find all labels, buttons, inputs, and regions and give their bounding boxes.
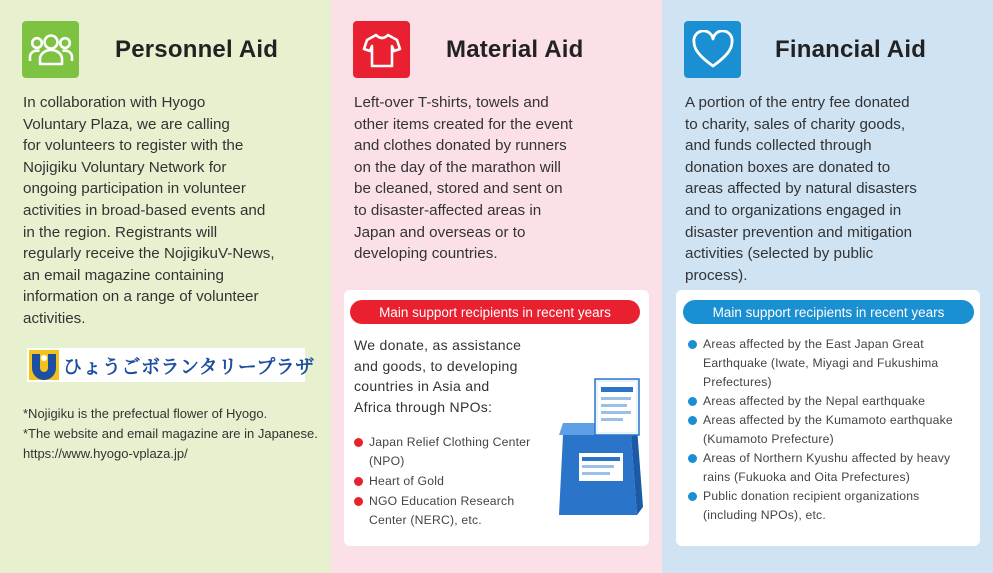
personnel-aid-header — [22, 21, 278, 78]
note-japanese-only: *The website and email magazine are in Japanese. — [23, 426, 318, 441]
personnel-aid-column — [0, 0, 331, 573]
list-item: Japan Relief Clothing Center (NPO) — [354, 433, 554, 471]
bullet-icon — [688, 397, 697, 406]
list-item: Heart of Gold — [354, 472, 554, 491]
voluntary-plaza-logo-text: ひょうごボランタリープラザ — [63, 356, 315, 378]
financial-recipients-heading: Main support recipients in recent years — [683, 300, 974, 324]
list-item: Public donation recipient organizations (including NPOs), etc. — [688, 487, 973, 525]
personnel-aid-title: Personnel Aid — [115, 35, 279, 63]
people-group-icon — [22, 21, 79, 78]
material-aid-header — [353, 21, 584, 78]
material-aid-description: Left-over T-shirts, towels and other items created for the event and clothes donated by runners on the day of the marathon will be cleaned, stored and sent on to disaster-affected areas in Japan and overseas or to developing countries. — [354, 94, 573, 263]
list-item: Areas affected by the East Japan Great Earthquake (Iwate, Miyagi and Fukushima Prefectures) — [688, 335, 973, 392]
financial-recipients-card — [676, 290, 980, 546]
personnel-aid-notes — [23, 404, 323, 464]
list-item: Areas affected by the Nepal earthquake — [688, 392, 973, 411]
financial-recipients-list — [688, 335, 973, 525]
material-recipients-intro: We donate, as assistance and goods, to developing countries in Asia and Africa through NPOs: — [354, 337, 522, 415]
material-recipients-heading: Main support recipients in recent years — [350, 300, 640, 324]
bullet-icon — [688, 416, 697, 425]
financial-aid-header — [684, 21, 926, 78]
heart-icon — [684, 21, 741, 78]
bullet-icon — [354, 438, 363, 447]
bullet-icon — [354, 477, 363, 486]
financial-aid-title: Financial Aid — [775, 35, 927, 63]
bullet-icon — [688, 492, 697, 501]
bullet-icon — [688, 340, 697, 349]
list-item: Areas affected by the Kumamoto earthquake (Kumamoto Prefecture) — [688, 411, 973, 449]
list-item: NGO Education Research Center (NERC), etc. — [354, 492, 554, 530]
financial-aid-description: A portion of the entry fee donated to charity, sales of charity goods, and funds collected through donation boxes are donated to areas affected by natural disasters and to organizations engaged in disaster prevention and mitigation activities (selected by public process). — [685, 94, 917, 284]
bullet-icon — [354, 497, 363, 506]
material-aid-column — [331, 0, 662, 573]
material-recipients-card — [344, 290, 649, 546]
material-aid-title: Material Aid — [446, 35, 584, 63]
material-recipients-list — [354, 433, 554, 531]
bullet-icon — [688, 454, 697, 463]
tshirt-icon — [353, 21, 410, 78]
donation-box-icon — [549, 375, 645, 535]
note-nojigiku: *Nojigiku is the prefectual flower of Hyogo. — [23, 406, 268, 421]
list-item: Areas of Northern Kyushu affected by heavy rains (Fukuoka and Oita Prefectures) — [688, 449, 973, 487]
voluntary-plaza-mark-icon — [29, 350, 59, 380]
hyogo-voluntary-plaza-logo — [27, 348, 315, 382]
personnel-aid-description: In collaboration with Hyogo Voluntary Plaza, we are calling for volunteers to register with the Nojigiku Voluntary Network for ongoing participation in volunteer activities in broad-based events and in the region. Registrants will regularly receive the NojigikuV-News, an email magazine containing information on a range of volunteer activities. — [23, 94, 275, 327]
voluntary-plaza-link[interactable]: https://www.hyogo-vplaza.jp/ — [23, 446, 188, 461]
financial-aid-column — [662, 0, 993, 573]
